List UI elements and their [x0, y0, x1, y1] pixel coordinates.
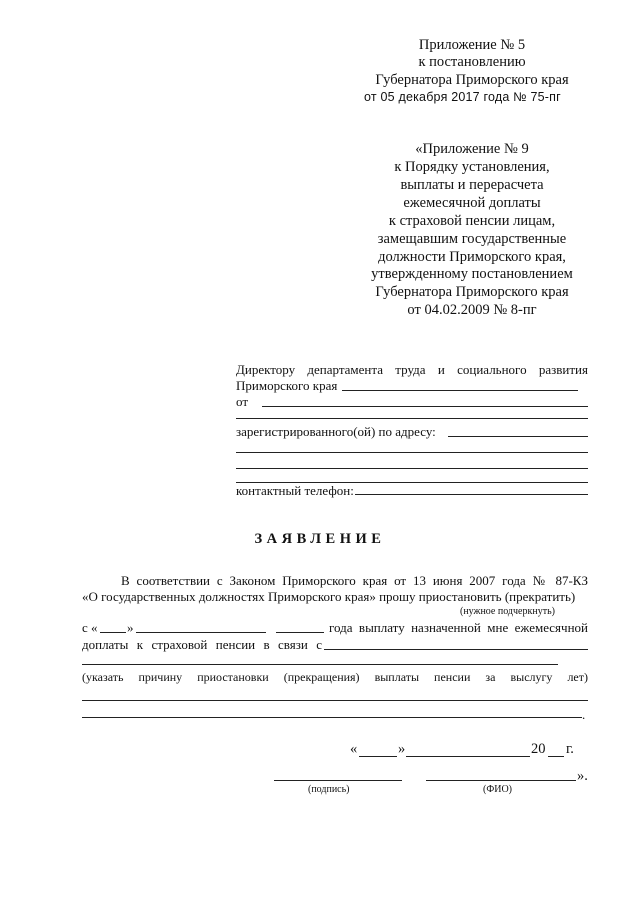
signature-label: (подпись) — [308, 784, 350, 795]
year-prefix: 20 — [531, 741, 546, 757]
header-line-2: к постановлению — [418, 54, 526, 70]
signature-day-field[interactable] — [359, 756, 397, 757]
date-from-quote-close: » — [127, 620, 134, 635]
body-paragraph-line-2: «О государственных должностях Приморского края» прошу приостановить (прекратить) — [82, 589, 576, 604]
reason-field[interactable] — [324, 649, 588, 650]
addressee-line-2: Приморского края — [236, 378, 338, 393]
header-date: от 05 декабря 2017 года — [364, 90, 510, 104]
appendix-line: должности Приморского края, — [378, 249, 566, 265]
reason-hint: (указать причину приостановки (прекращения) выплаты пенсии за выслугу лет) — [82, 670, 588, 684]
signature-field[interactable] — [274, 780, 402, 781]
document-title: ЗАЯВЛЕНИЕ — [254, 531, 386, 547]
address-field[interactable] — [448, 436, 588, 437]
header-line-1: Приложение № 5 — [418, 37, 526, 53]
phone-label: контактный телефон: — [236, 483, 354, 498]
appendix-line: утвержденному постановлением — [371, 266, 573, 282]
applicant-name-field-2[interactable] — [236, 418, 588, 419]
addressee-name-field[interactable] — [342, 390, 578, 391]
addressee-line-1: Директору департамента труда и социального развития — [236, 362, 588, 377]
reason-field-3[interactable] — [82, 700, 588, 701]
signature-month-field[interactable] — [406, 756, 530, 757]
from-label: от — [236, 394, 249, 409]
reason-end-dot: . — [582, 707, 586, 722]
underline-hint: (нужное подчеркнуть) — [460, 606, 555, 617]
header-number-stamp: № 75-пг — [513, 90, 561, 104]
appendix-line: к страховой пенсии лицам, — [388, 213, 556, 229]
reason-field-2[interactable] — [82, 664, 558, 665]
appendix-line: Губернатора Приморского края — [375, 284, 569, 300]
date-from-year-field[interactable] — [276, 632, 324, 633]
appendix-line: к Порядку установления, — [394, 159, 550, 175]
date-open-quote: « — [350, 741, 358, 757]
registered-address-label: зарегистрированного(ой) по адресу: — [236, 424, 436, 439]
signature-year-field[interactable] — [548, 756, 564, 757]
appendix-line: от 04.02.2009 № 8-пг — [407, 302, 537, 318]
appendix-line: замещавшим государственные — [377, 231, 567, 247]
appendix-line: «Приложение № 9 — [415, 141, 529, 157]
body-paragraph-line-4: доплаты к страховой пенсии в связи с — [82, 637, 322, 652]
date-from-month-field[interactable] — [136, 632, 266, 633]
date-from-prefix: с « — [82, 620, 98, 635]
date-from-day-field[interactable] — [100, 632, 126, 633]
header-line-3: Губернатора Приморского края — [375, 72, 569, 88]
year-suffix: г. — [566, 741, 574, 757]
address-field-2[interactable] — [236, 452, 588, 453]
appendix-line: ежемесячной доплаты — [403, 195, 541, 211]
address-field-3[interactable] — [236, 468, 588, 469]
body-paragraph-line-1: В соответствии с Законом Приморского края от 13 июня 2007 года № 87-КЗ — [121, 573, 588, 588]
fio-label: (ФИО) — [483, 784, 513, 795]
header-line-4 — [364, 90, 561, 104]
body-paragraph-line-3: года выплату назначенной мне ежемесячной — [329, 620, 588, 635]
fio-field[interactable] — [426, 780, 576, 781]
phone-field[interactable] — [355, 494, 588, 495]
applicant-name-field[interactable] — [262, 406, 588, 407]
appendix-line: выплаты и перерасчета — [400, 177, 544, 193]
reason-field-4[interactable] — [82, 717, 582, 718]
closing-quote: ». — [577, 768, 588, 784]
date-close-quote: » — [398, 741, 406, 757]
